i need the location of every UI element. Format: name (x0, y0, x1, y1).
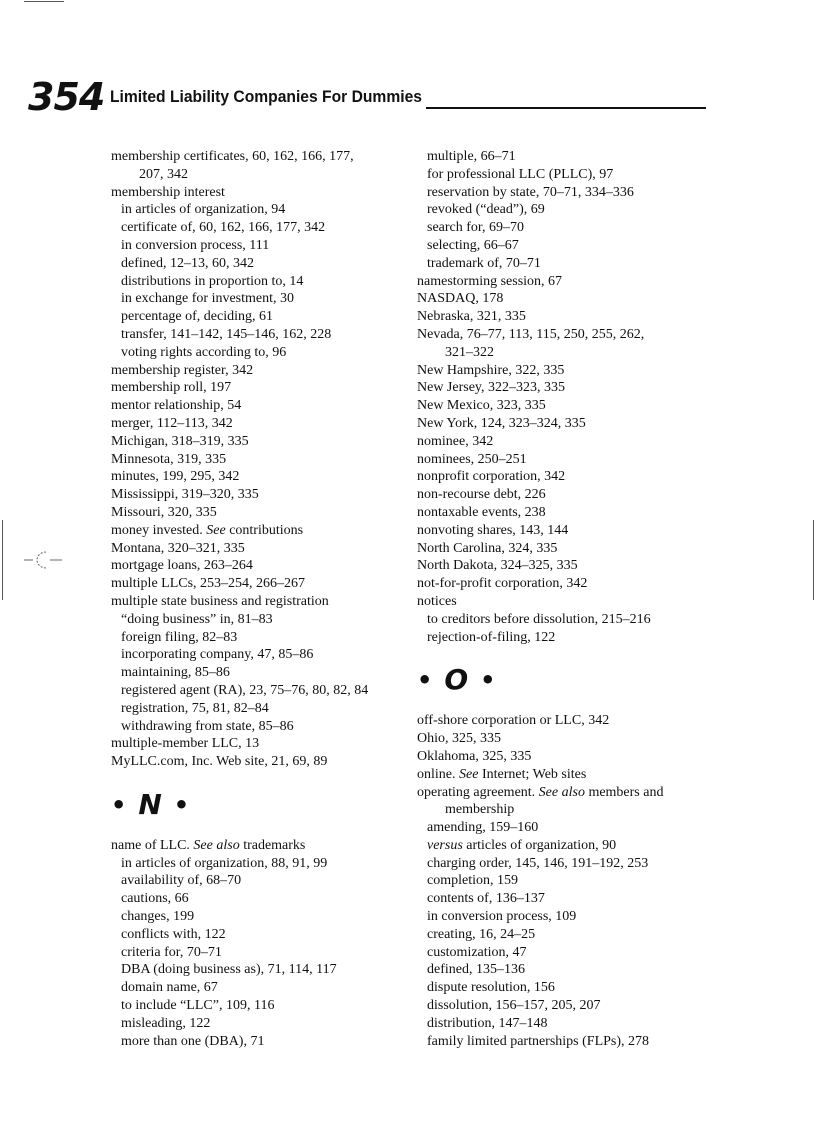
entry-text: namestorming session, 67 (417, 273, 563, 289)
index-entry (417, 522, 717, 540)
entry-cross-reference: versus (427, 837, 463, 853)
index-entry (417, 468, 717, 486)
index-subentry (417, 1033, 717, 1051)
index-entry (417, 433, 717, 451)
index-entry (111, 379, 411, 397)
index-entry (417, 557, 717, 575)
index-subentry (111, 611, 411, 629)
index-subentry (417, 944, 717, 962)
entry-text: percentage of, deciding, 61 (121, 309, 273, 325)
index-subentry (417, 890, 717, 908)
index-entry-continuation (417, 801, 717, 819)
entry-text: money invested. (111, 522, 207, 538)
entry-text: mortgage loans, 263–264 (111, 558, 253, 574)
entry-text: distribution, 147–148 (427, 1015, 548, 1031)
index-subentry (417, 201, 717, 219)
index-subentry (111, 961, 411, 979)
index-entry (111, 468, 411, 486)
entry-cross-reference: See (206, 522, 226, 538)
index-subentry (111, 890, 411, 908)
entry-text: maintaining, 85–86 (121, 665, 230, 681)
index-subentry (417, 961, 717, 979)
entry-text: charging order, 145, 146, 191–192, 253 (427, 855, 649, 871)
index-subentry (417, 872, 717, 890)
index-subentry (111, 308, 411, 326)
entry-text: nominees, 250–251 (417, 451, 527, 467)
entry-text: contents of, 136–137 (427, 891, 545, 907)
entry-cross-reference: See also (538, 784, 585, 800)
entry-reference-target: members and (584, 784, 664, 800)
page-number: 354 (28, 75, 105, 119)
registration-mark-icon (24, 548, 64, 572)
entry-reference-target: Internet; Web sites (478, 766, 587, 782)
index-entry (417, 486, 717, 504)
entry-text: in conversion process, 109 (427, 909, 577, 925)
entry-text: availability of, 68–70 (121, 873, 242, 889)
index-subentry (111, 944, 411, 962)
entry-text: DBA (doing business as), 71, 114, 117 (121, 962, 337, 978)
entry-text: nonprofit corporation, 342 (417, 469, 566, 485)
entry-text: online. (417, 766, 459, 782)
entry-text: revoked (“dead”), 69 (427, 202, 545, 218)
entry-text: family limited partnerships (FLPs), 278 (427, 1033, 650, 1049)
entry-text: multiple-member LLC, 13 (111, 736, 260, 752)
index-entry (417, 273, 717, 291)
index-entry (111, 433, 411, 451)
entry-text: multiple LLCs, 253–254, 266–267 (111, 576, 306, 592)
entry-text: nonvoting shares, 143, 144 (417, 522, 569, 538)
entry-text: off-shore corporation or LLC, 342 (417, 713, 610, 729)
index-entry (111, 362, 411, 380)
index-subentry (111, 1015, 411, 1033)
index-entry (417, 748, 717, 766)
index-subentry (111, 664, 411, 682)
index-entry (111, 415, 411, 433)
entry-text: merger, 112–113, 342 (111, 415, 233, 431)
index-entry (417, 730, 717, 748)
index-entry (417, 451, 717, 469)
index-entry (417, 766, 717, 784)
index-subentry (111, 979, 411, 997)
index-subentry (111, 344, 411, 362)
index-subentry (417, 237, 717, 255)
entry-text: rejection-of-filing, 122 (427, 629, 556, 645)
entry-text: certificate of, 60, 162, 166, 177, 342 (121, 220, 326, 236)
entry-text: Nebraska, 321, 335 (417, 309, 526, 325)
crop-mark-right (813, 520, 814, 600)
index-subentry (417, 148, 717, 166)
index-subentry (111, 201, 411, 219)
index-subentry (417, 855, 717, 873)
entry-text: dissolution, 156–157, 205, 207 (427, 998, 601, 1014)
entry-text: dispute resolution, 156 (427, 980, 555, 996)
entry-text: Montana, 320–321, 335 (111, 540, 245, 556)
index-entry (417, 308, 717, 326)
index-subentry (417, 184, 717, 202)
letter-heading (417, 656, 717, 704)
entry-text: in articles of organization, 88, 91, 99 (121, 855, 328, 871)
entry-text: Mississippi, 319–320, 335 (111, 487, 259, 503)
index-entry (111, 486, 411, 504)
index-subentry (417, 166, 717, 184)
entry-text: in articles of organization, 94 (121, 202, 286, 218)
index-subentry (417, 837, 717, 855)
entry-text: misleading, 122 (121, 1015, 211, 1031)
index-entry (417, 379, 717, 397)
index-subentry (417, 219, 717, 237)
index-subentry (111, 855, 411, 873)
entry-text: completion, 159 (427, 873, 518, 889)
index-subentry (111, 273, 411, 291)
index-entry (417, 540, 717, 558)
crop-mark-top (24, 1, 64, 2)
section-letter: N (138, 787, 162, 821)
index-subentry (417, 629, 717, 647)
index-entry (111, 735, 411, 753)
entry-text: New York, 124, 323–324, 335 (417, 415, 586, 431)
index-entry (111, 593, 411, 611)
entry-text: not-for-profit corporation, 342 (417, 576, 588, 592)
index-subentry (111, 682, 411, 700)
entry-text: customization, 47 (427, 944, 527, 960)
index-entry (417, 397, 717, 415)
entry-text: “doing business” in, 81–83 (121, 611, 273, 627)
index-entry (417, 712, 717, 730)
entry-text: registration, 75, 81, 82–84 (121, 700, 269, 716)
entry-text: non-recourse debt, 226 (417, 487, 546, 503)
entry-reference-target: articles of organization, 90 (462, 837, 617, 853)
entry-text: operating agreement. (417, 784, 539, 800)
index-entry (111, 540, 411, 558)
entry-text: criteria for, 70–71 (121, 944, 222, 960)
index-subentry (417, 819, 717, 837)
entry-text: membership (445, 802, 515, 818)
entry-text: cautions, 66 (121, 891, 189, 907)
index-entry (111, 575, 411, 593)
letter-heading (111, 781, 411, 829)
entry-text: Missouri, 320, 335 (111, 504, 217, 520)
index-entry (417, 593, 717, 611)
index-subentry (111, 290, 411, 308)
entry-reference-target: contributions (225, 522, 304, 538)
index-subentry (111, 629, 411, 647)
entry-text: name of LLC. (111, 837, 194, 853)
index-subentry (111, 926, 411, 944)
index-entry (111, 451, 411, 469)
index-entry (417, 784, 717, 802)
index-subentry (417, 255, 717, 273)
entry-text: mentor relationship, 54 (111, 398, 242, 414)
entry-text: transfer, 141–142, 145–146, 162, 228 (121, 326, 332, 342)
entry-text: to include “LLC”, 109, 116 (121, 998, 275, 1014)
entry-text: multiple, 66–71 (427, 149, 516, 164)
page-header (28, 72, 718, 122)
entry-text: foreign filing, 82–83 (121, 629, 238, 645)
index-subentry (111, 718, 411, 736)
index-entry (417, 415, 717, 433)
index-subentry (417, 979, 717, 997)
entry-text: Minnesota, 319, 335 (111, 451, 227, 467)
index-column-left (111, 148, 411, 1050)
index-entry (111, 504, 411, 522)
index-entry (417, 362, 717, 380)
section-letter: O (444, 663, 469, 697)
entry-text: registered agent (RA), 23, 75–76, 80, 82, 84 (121, 682, 369, 698)
entry-text: in conversion process, 111 (121, 237, 270, 253)
index-subentry (111, 255, 411, 273)
index-entry-continuation (111, 166, 411, 184)
entry-text: Nevada, 76–77, 113, 115, 250, 255, 262, (417, 326, 645, 342)
index-subentry (417, 926, 717, 944)
entry-text: in exchange for investment, 30 (121, 291, 295, 307)
entry-cross-reference: See also (193, 837, 240, 853)
index-subentry (111, 908, 411, 926)
entry-text: to creditors before dissolution, 215–216 (427, 611, 651, 627)
entry-text: more than one (DBA), 71 (121, 1033, 265, 1049)
entry-text: Ohio, 325, 335 (417, 731, 501, 747)
index-subentry (111, 997, 411, 1015)
index-entry (417, 290, 717, 308)
entry-text: 321–322 (445, 344, 494, 360)
entry-text: distributions in proportion to, 14 (121, 273, 304, 289)
index-subentry (417, 1015, 717, 1033)
entry-text: membership register, 342 (111, 362, 254, 378)
bullet-icon: • (111, 790, 127, 819)
index-entry (111, 557, 411, 575)
index-subentry (111, 326, 411, 344)
index-entry (111, 522, 411, 540)
entry-text: minutes, 199, 295, 342 (111, 469, 240, 485)
entry-text: membership roll, 197 (111, 380, 232, 396)
entry-text: notices (417, 593, 457, 609)
index-entry (111, 397, 411, 415)
entry-reference-target: trademarks (239, 837, 306, 853)
index-entry (111, 148, 411, 166)
index-entry (417, 326, 717, 344)
entry-text: New Mexico, 323, 335 (417, 398, 546, 414)
entry-text: voting rights according to, 96 (121, 344, 287, 360)
index-subentry (111, 872, 411, 890)
index-subentry (417, 997, 717, 1015)
entry-text: for professional LLC (PLLC), 97 (427, 166, 614, 182)
index-subentry (111, 646, 411, 664)
entry-text: Oklahoma, 325, 335 (417, 748, 532, 764)
entry-text: membership certificates, 60, 162, 166, 177, (111, 149, 354, 164)
entry-text: North Dakota, 324–325, 335 (417, 558, 578, 574)
book-title: Limited Liability Companies For Dummies (110, 87, 422, 106)
bullet-icon: • (480, 666, 496, 695)
entry-text: defined, 12–13, 60, 342 (121, 255, 254, 271)
header-rule (426, 107, 706, 109)
index-entry (111, 837, 411, 855)
entry-text: nominee, 342 (417, 433, 494, 449)
index-subentry (417, 611, 717, 629)
index-subentry (417, 908, 717, 926)
entry-text: New Jersey, 322–323, 335 (417, 380, 566, 396)
entry-text: incorporating company, 47, 85–86 (121, 647, 314, 663)
index-subentry (111, 219, 411, 237)
index-entry-continuation (417, 344, 717, 362)
entry-text: amending, 159–160 (427, 820, 539, 836)
index-subentry (111, 700, 411, 718)
entry-text: changes, 199 (121, 909, 195, 925)
index-entry (417, 504, 717, 522)
index-column-right (417, 148, 717, 1050)
crop-mark-left (2, 520, 3, 600)
entry-text: reservation by state, 70–71, 334–336 (427, 184, 634, 200)
index-entry (111, 753, 411, 771)
entry-text: 207, 342 (139, 166, 188, 182)
index-entry (111, 184, 411, 202)
entry-text: New Hampshire, 322, 335 (417, 362, 565, 378)
entry-text: search for, 69–70 (427, 220, 525, 236)
entry-text: multiple state business and registration (111, 593, 329, 609)
entry-text: domain name, 67 (121, 980, 218, 996)
index-subentry (111, 237, 411, 255)
entry-text: selecting, 66–67 (427, 237, 519, 253)
entry-text: North Carolina, 324, 335 (417, 540, 558, 556)
entry-cross-reference: See (459, 766, 479, 782)
index-entry (417, 575, 717, 593)
index-subentry (111, 1033, 411, 1051)
entry-text: trademark of, 70–71 (427, 255, 541, 271)
entry-text: creating, 16, 24–25 (427, 926, 536, 942)
entry-text: withdrawing from state, 85–86 (121, 718, 294, 734)
entry-text: nontaxable events, 238 (417, 504, 546, 520)
entry-text: NASDAQ, 178 (417, 291, 504, 307)
entry-text: Michigan, 318–319, 335 (111, 433, 249, 449)
bullet-icon: • (173, 790, 190, 819)
entry-text: MyLLC.com, Inc. Web site, 21, 69, 89 (111, 754, 328, 770)
bullet-icon: • (417, 666, 433, 695)
entry-text: conflicts with, 122 (121, 926, 226, 942)
entry-text: membership interest (111, 184, 225, 200)
entry-text: defined, 135–136 (427, 962, 525, 978)
